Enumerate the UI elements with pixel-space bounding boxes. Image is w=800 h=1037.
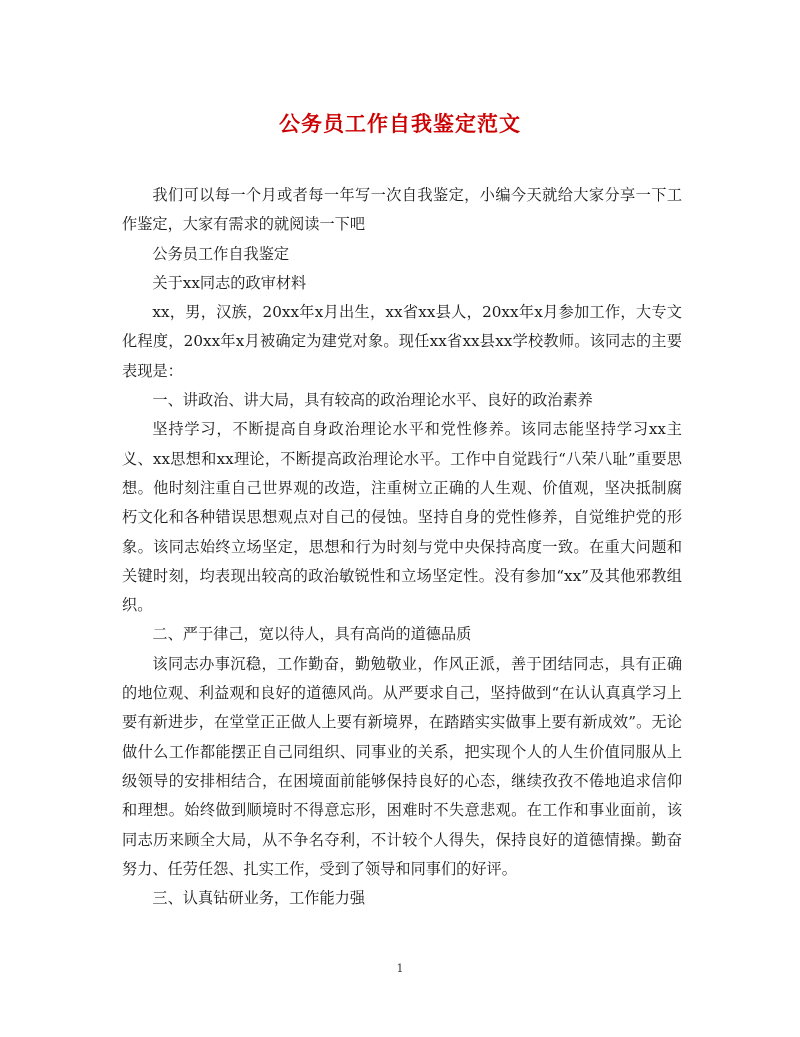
section-heading-2: 二、严于律己，宽以待人，具有高尚的道德品质	[152, 625, 472, 644]
section-heading-1: 一、讲政治、讲大局，具有较高的政治理论水平、良好的政治素养	[152, 391, 593, 410]
material-subtitle: 关于xx同志的政审材料	[152, 273, 307, 292]
intro-paragraph: 我们可以每一个月或者每一年写一次自我鉴定，小编今天就给大家分享一下工作鉴定，大家有需求的就阅读一下吧	[122, 186, 682, 234]
section-1-paragraph: 坚持学习，不断提高自身政治理论水平和党性修养。该同志能坚持学习xx主义、xx思想和xx理论，不断提高政治理论水平。工作中自觉践行“八荣八耻”重要思想。他时刻注重自己世界观的改造，注重树立正确的人生观、价值观，坚决抵制腐朽文化和各种错误思想观点对自己的侵蚀。坚持自身的党性修养，自觉维护党的形象。该同志始终立场坚定，思想和行为时刻与党中央保持高度一致。在重大问题和关键时刻，均表现出较高的政治敏锐性和立场坚定性。没有参加“xx”及其他邪教组织。	[122, 420, 682, 615]
page-number: 1	[396, 962, 404, 975]
section-2-paragraph: 该同志办事沉稳，工作勤奋，勤勉敬业，作风正派，善于团结同志，具有正确的地位观、利益观和良好的道德风尚。从严要求自己，坚持做到“在认认真真学习上要有新进步，在堂堂正正做人上要有新境界，在踏踏实实做事上要有新成效”。无论做什么工作都能摆正自己同组织、同事业的关系，把实现个人的人生价值同服从上级领导的安排相结合，在困境面前能够保持良好的心态，继续孜孜不倦地追求信仰和理想。始终做到顺境时不得意忘形，困难时不失意悲观。在工作和事业面前，该同志历来顾全大局，从不争名夺利，不计较个人得失，保持良好的道德情操。勤奋努力、任劳任怨、扎实工作，受到了领导和同事们的好评。	[122, 654, 682, 878]
document-body	[122, 181, 682, 913]
basic-info-paragraph: xx，男，汉族，20xx年x月出生，xx省xx县人，20xx年x月参加工作，大专文化程度，20xx年x月被确定为建党对象。现任xx省xx县xx学校教师。该同志的主要表现是：	[122, 303, 682, 380]
section-subtitle: 公务员工作自我鉴定	[152, 244, 290, 263]
section-heading-3: 三、认真钻研业务，工作能力强	[152, 889, 366, 908]
document-title: 公务员工作自我鉴定范文	[279, 111, 521, 136]
